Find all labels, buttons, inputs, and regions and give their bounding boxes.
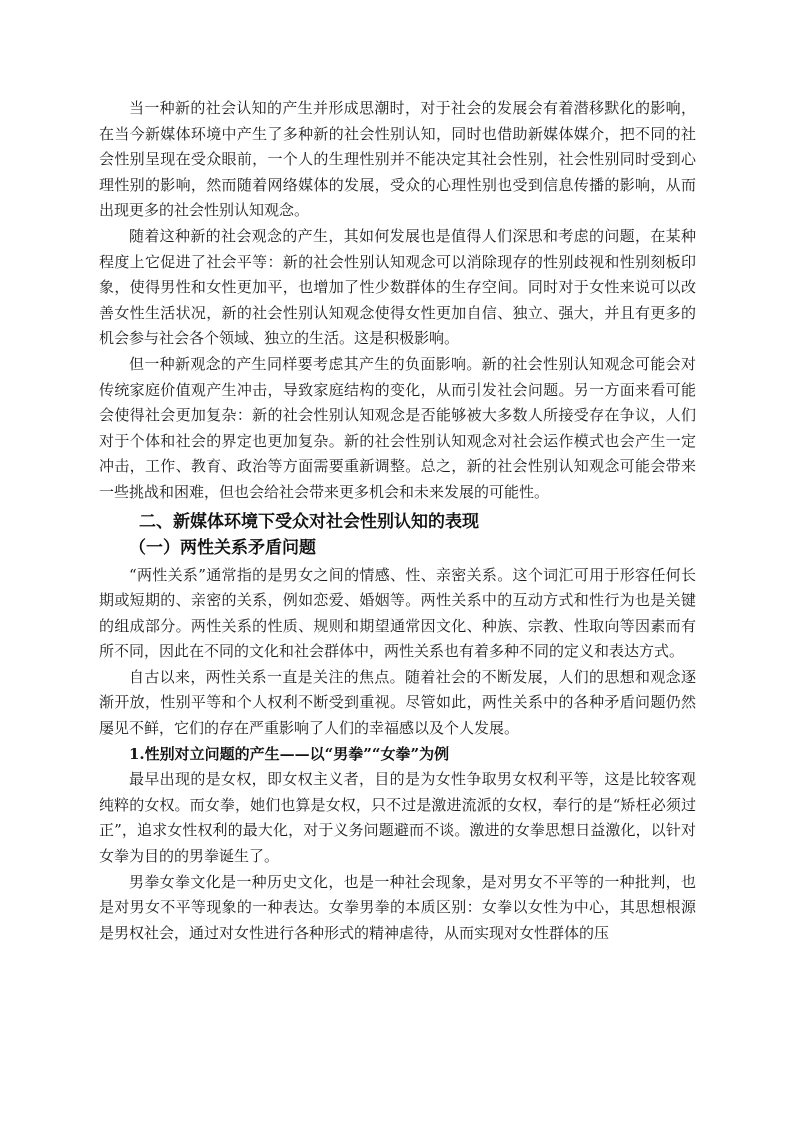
body-paragraph-5: 自古以来，两性关系一直是关注的焦点。随着社会的不断发展，人们的思想和观念逐渐开放，性别平等和个人权利不断受到重视。尽管如此，两性关系中的各种矛盾问题仍然屡见不鲜，它们的存在严重影响了人们的幸福感以及个人发展。 [99, 667, 696, 738]
section-heading: 二、新媒体环境下受众对社会性别认知的表现 [139, 511, 479, 532]
body-paragraph-6: 最早出现的是女权，即女权主义者，目的是为女性争取男女权利平等，这是比较客观纯粹的女权。而女拳，她们也算是女权，只不过是激进流派的女权，奉行的是“矫枉必须过正”，追求女性权利的最大化，对于义务问题避而不谈。激进的女拳思想日益激化，以针对女拳为目的的男拳诞生了。 [99, 770, 696, 866]
item-heading: 1.性别对立问题的产生——以“男拳”“女拳”为例 [129, 744, 450, 763]
body-paragraph-4: “两性关系”通常指的是男女之间的情感、性、亲密关系。这个词汇可用于形容任何长期或短期的、亲密的关系，例如恋爱、婚姻等。两性关系中的互动方式和性行为也是关键的组成部分。两性关系的性质、规则和期望通常因文化、种族、宗教、性取向等因素而有所不同，因此在不同的文化和社会群体中，两性关系也有着多种不同的定义和表达方式。 [99, 565, 696, 661]
document-body [99, 96, 696, 946]
body-paragraph-2: 随着这种新的社会观念的产生，其如何发展也是值得人们深思和考虑的问题，在某种程度上它促进了社会平等：新的社会性别认知观念可以消除现存的性别歧视和性别刻板印象，使得男性和女性更加平，也增加了性少数群体的生存空间。同时对于女性来说可以改善女性生活状况，新的社会性别认知观念使得女性更加自信、独立、强大，并且有更多的机会参与社会各个领域、独立的生活。这是积极影响。 [99, 226, 696, 348]
body-paragraph-7: 男拳女拳文化是一种历史文化，也是一种社会现象，是对男女不平等的一种批判，也是对男女不平等现象的一种表达。女拳男拳的本质区别：女拳以女性为中心，其思想根源是男权社会，通过对女性进行各种形式的精神虐待，从而实现对女性群体的压 [99, 872, 696, 942]
body-paragraph-1: 当一种新的社会认知的产生并形成思潮时，对于社会的发展会有着潜移默化的影响，在当今新媒体环境中产生了多种新的社会性别认知，同时也借助新媒体媒介，把不同的社会性别呈现在受众眼前，一个人的生理性别并不能决定其社会性别，社会性别同时受到心理性别的影响，然而随着网络媒体的发展，受众的心理性别也受到信息传播的影响，从而出现更多的社会性别认知观念。 [99, 99, 696, 220]
body-paragraph-3: 但一种新观念的产生同样要考虑其产生的负面影响。新的社会性别认知观念可能会对传统家庭价值观产生冲击，导致家庭结构的变化，从而引发社会问题。另一方面来看可能会使得社会更加复杂：新的社会性别认知观念是否能够被大多数人所接受存在争议，人们对于个体和社会的界定也更加复杂。新的社会性别认知观念对社会运作模式也会产生一定冲击，工作、教育、政治等方面需要重新调整。总之，新的社会性别认知观念可能会带来一些挑战和困难，但也会给社会带来更多机会和未来发展的可能性。 [99, 354, 696, 501]
subsection-heading: （一）两性关系矛盾问题 [129, 537, 316, 558]
